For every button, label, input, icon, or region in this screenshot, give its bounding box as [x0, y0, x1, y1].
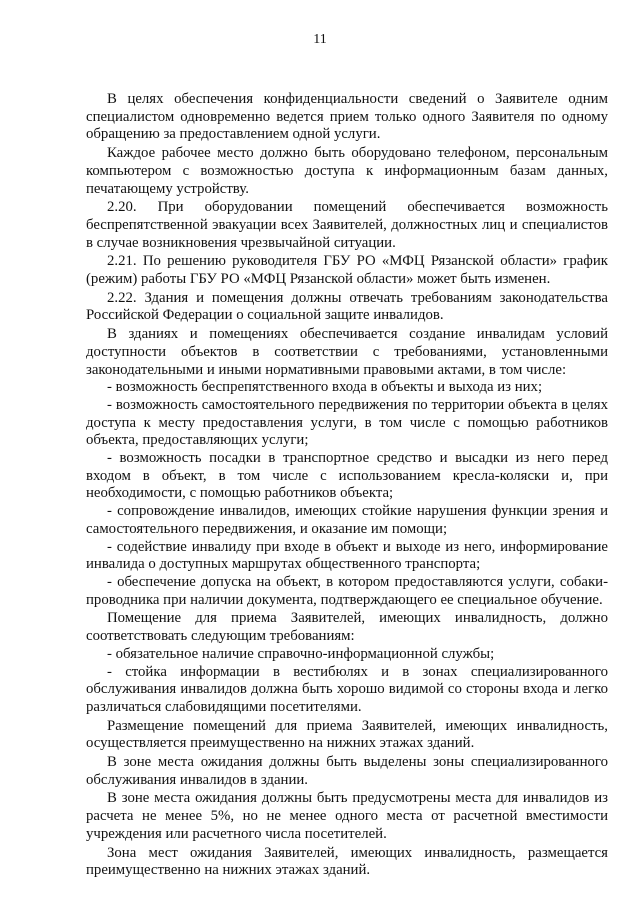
- paragraph-lower-floors: Размещение помещений для приема Заявителей, имеющих инвалидность, осуществляется преимущественно на нижних этажах зданий.: [86, 717, 608, 752]
- paragraph-2-20-evacuation: 2.20. При оборудовании помещений обеспечивается возможность беспрепятственной эвакуации всех Заявителей, должностных лиц и специалистов в случае возникновения чрезвычайной ситуации.: [86, 199, 608, 251]
- document-body: [86, 90, 608, 880]
- list-item-info-desk: - стойка информации в вестибюлях и в зонах специализированного обслуживания инвалидов должна быть хорошо видимой со стороны входа и легко различаться слабовидящими посетителями.: [86, 663, 608, 715]
- list-item-guide-dog: - обеспечение допуска на объект, в котором предоставляются услуги, собаки-проводника при наличии документа, подтверждающего ее специальное обучение.: [86, 573, 608, 608]
- list-item-independent-movement: - возможность самостоятельного передвижения по территории объекта в целях доступа к месту предоставления услуги, в том числе с помощью работников объекта, предоставляющих услуги;: [86, 396, 608, 449]
- page-number: 11: [313, 32, 327, 47]
- paragraph-2-21-schedule: 2.21. По решению руководителя ГБУ РО «МФЦ Рязанской области» график (режим) работы ГБУ РО «МФЦ Рязанской области» может быть изменен.: [86, 253, 608, 288]
- paragraph-special-zones: В зоне места ожидания должны быть выделены зоны специализированного обслуживания инвалидов в здании.: [86, 754, 608, 788]
- list-item-vehicle-boarding: - возможность посадки в транспортное средство и высадки из него перед входом в объект, в том числе с использованием кресла-коляски и, при необходимости, с помощью работников объекта;: [86, 450, 608, 502]
- paragraph-seating-quota: В зоне места ожидания должны быть предусмотрены места для инвалидов из расчета не менее 5%, но не менее одного места от расчетной вместимости учреждения или расчетного числа посетителей.: [86, 790, 608, 842]
- paragraph-2-22-disability-law: 2.22. Здания и помещения должны отвечать требованиям законодательства Российской Федерации о социальной защите инвалидов.: [86, 289, 608, 324]
- list-item-entry-exit: - возможность беспрепятственного входа в объекты и выхода из них;: [107, 379, 543, 396]
- paragraph-workplace-equipment: Каждое рабочее место должно быть оборудовано телефоном, персональным компьютером с возможностью доступа к информационным базам данных, печатающему устройству.: [86, 145, 608, 197]
- paragraph-reception-requirements: Помещение для приема Заявителей, имеющих инвалидность, должно соответствовать следующим требованиям:: [86, 610, 608, 645]
- list-item-info-service: - обязательное наличие справочно-информационной службы;: [107, 645, 495, 662]
- paragraph-accessibility-conditions: В зданиях и помещениях обеспечивается создание инвалидам условий доступности объектов в соответствии с требованиями, установленными законодательными и иными нормативными правовыми актами, в том числе:: [86, 326, 608, 378]
- paragraph-confidentiality: В целях обеспечения конфиденциальности сведений о Заявителе одним специалистом одновременно ведется прием только одного Заявителя по одному обращению за предоставлением одной услуги.: [86, 91, 608, 143]
- list-item-escort: - сопровождение инвалидов, имеющих стойкие нарушения функции зрения и самостоятельного передвижения, и оказание им помощи;: [86, 503, 608, 537]
- list-item-assistance-info: - содействие инвалиду при входе в объект и выходе из него, информирование инвалида о доступных маршрутах общественного транспорта;: [86, 538, 608, 573]
- paragraph-waiting-zone: Зона мест ожидания Заявителей, имеющих инвалидность, размещается преимущественно на нижних этажах зданий.: [86, 844, 608, 879]
